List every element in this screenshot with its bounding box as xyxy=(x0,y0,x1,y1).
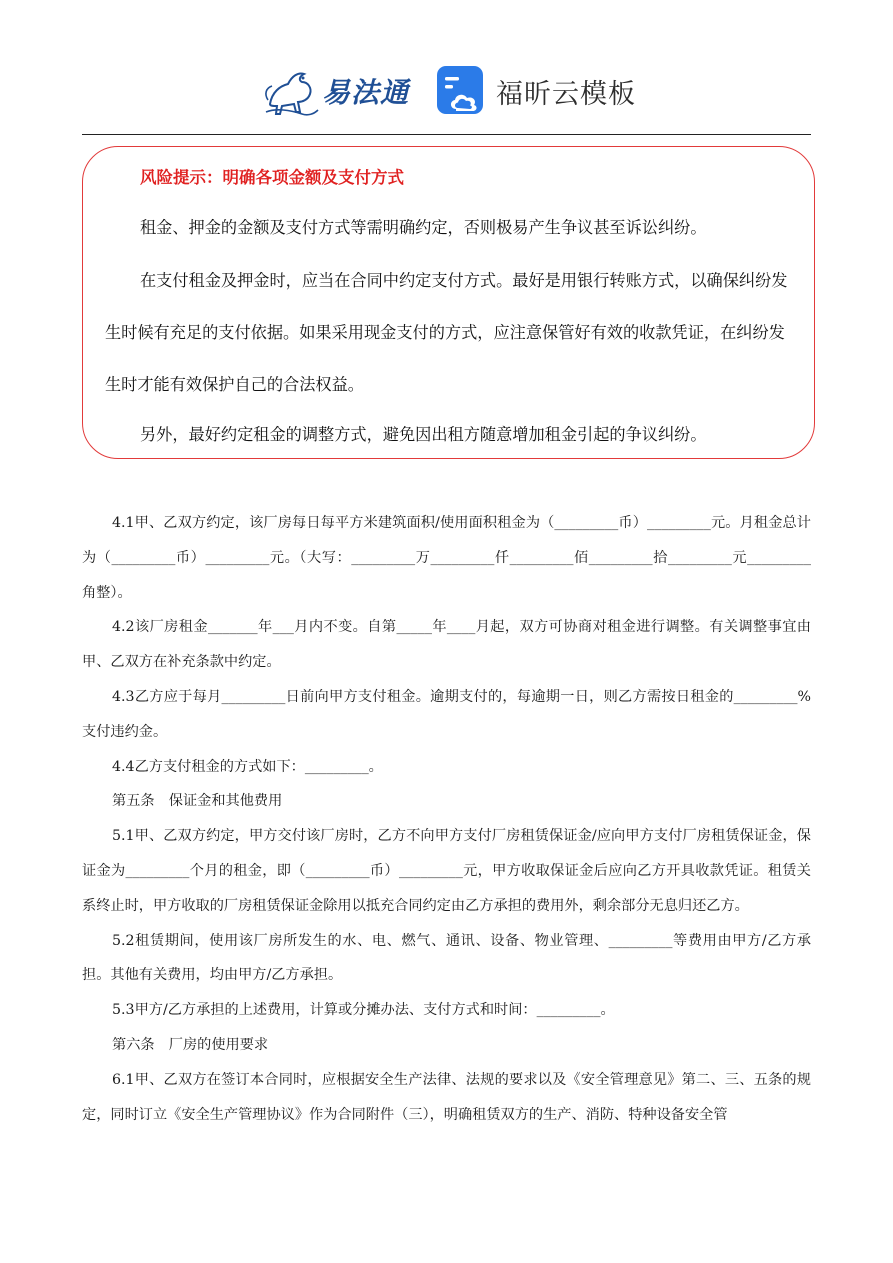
risk-paragraph: 租金、押金的金额及支付方式等需明确约定，否则极易产生争议甚至诉讼纠纷。 xyxy=(140,218,707,237)
clause-5-1: 5.1甲、乙双方约定，甲方交付该厂房时，乙方不向甲方支付厂房租赁保证金/应向甲方支付厂房租赁保证金，保证金为_________个月的租金，即（_________币）_________元，甲方收取保证金后应向乙方开具收款凭证。租赁关系终止时，甲方收取的厂房租赁保证金除用以抵充合同约定由乙方承担的费用外，剩余部分无息归还乙方。 xyxy=(82,828,811,914)
yifatong-logo xyxy=(262,62,412,120)
page-header xyxy=(0,0,893,135)
header-divider xyxy=(82,134,811,135)
risk-warning-title: 风险提示：明确各项金额及支付方式 xyxy=(140,168,404,187)
contract-body xyxy=(82,506,811,1132)
clause-6-1: 6.1甲、乙双方在签订本合同时，应根据安全生产法律、法规的要求以及《安全管理意见》第二、三、五条的规定，同时订立《安全生产管理协议》作为合同附件（三），明确租赁双方的生产、消防、特种设备安全管 xyxy=(82,1071,811,1123)
cloud-document-icon xyxy=(436,65,486,117)
article-6-heading: 第六条 厂房的使用要求 xyxy=(112,1036,269,1053)
foxit-cloud-template-logo xyxy=(436,65,636,117)
clause-5-2: 5.2租赁期间，使用该厂房所发生的水、电、燃气、通讯、设备、物业管理、_________等费用由甲方/乙方承担。其他有关费用，均由甲方/乙方承担。 xyxy=(82,932,811,984)
clause-5-3: 5.3甲方/乙方承担的上述费用，计算或分摊办法、支付方式和时间：_________。 xyxy=(112,1002,615,1019)
foxit-logo-text: 福昕云模板 xyxy=(496,78,636,110)
clause-4-2: 4.2该厂房租金_______年___月内不变。自第_____年____月起，双方可协商对租金进行调整。有关调整事宜由甲、乙双方在补充条款中约定。 xyxy=(82,619,811,671)
clause-4-4: 4.4乙方支付租金的方式如下：_________。 xyxy=(112,758,383,775)
clause-4-3: 4.3乙方应于每月_________日前向甲方支付租金。逾期支付的，每逾期一日，则乙方需按日租金的_________%支付违约金。 xyxy=(82,688,811,740)
risk-paragraph: 在支付租金及押金时，应当在合同中约定支付方式。最好是用银行转账方式，以确保纠纷发生时候有充足的支付依据。如果采用现金支付的方式，应注意保管好有效的收款凭证，在纠纷发生时才能有效保护自己的合法权益。 xyxy=(105,271,788,394)
yifatong-logo-text: 易法通 xyxy=(322,76,410,109)
risk-warning-box xyxy=(82,146,815,459)
risk-paragraph: 另外，最好约定租金的调整方式，避免因出租方随意增加租金引起的争议纠纷。 xyxy=(140,425,707,444)
qilin-emblem-icon xyxy=(262,62,320,120)
clause-4-1: 4.1甲、乙双方约定，该厂房每日每平方米建筑面积/使用面积租金为（_________币）_________元。月租金总计为（_________币）_________元。（大写：_________万_________仟_________佰_________拾_________元_________角整）。 xyxy=(82,515,811,601)
article-5-heading: 第五条 保证金和其他费用 xyxy=(112,793,283,810)
